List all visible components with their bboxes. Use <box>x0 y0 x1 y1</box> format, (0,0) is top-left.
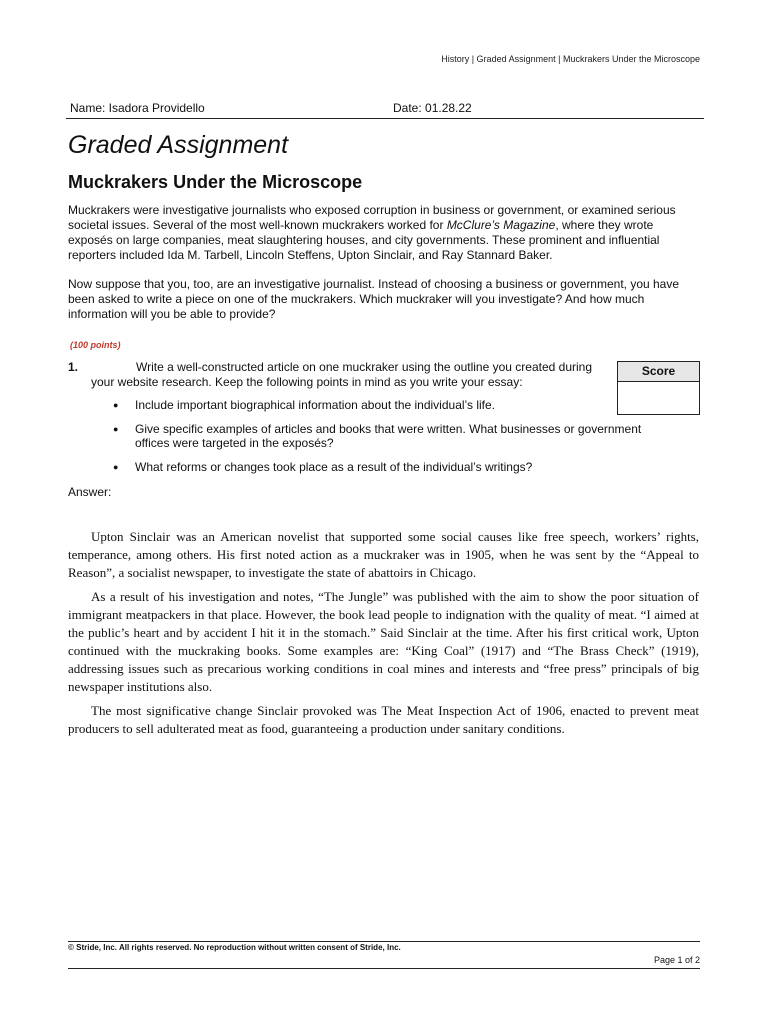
list-item-text: Give specific examples of articles and books that were written. What businesses or government offices were targeted in the exposés? <box>135 422 642 450</box>
score-label: Score <box>618 362 699 382</box>
bullet-icon: ● <box>113 400 119 410</box>
student-info-row <box>66 101 704 119</box>
list-item-text: Include important biographical information about the individual’s life. <box>135 398 495 412</box>
footer-divider <box>68 968 700 969</box>
bullet-icon: ● <box>113 462 119 472</box>
essay-answer <box>68 528 699 744</box>
assignment-date: Date: 01.28.22 <box>393 101 472 115</box>
essay-paragraph: Upton Sinclair was an American novelist that supported some social causes like free speech, workers’ rights, temperance, among others. His first noted action as a muckraker was in 1905, when he was sent by the “Appeal to Reason”, a socialist newspaper, to investigate the state of abattoirs in Chicago. <box>68 529 699 580</box>
student-name: Name: Isadora Providello <box>70 101 205 115</box>
list-item-text: What reforms or changes took place as a result of the individual’s writings? <box>135 460 533 474</box>
assignment-subtitle: Muckrakers Under the Microscope <box>68 172 363 192</box>
answer-label: Answer: <box>68 485 112 499</box>
question-text: Write a well-constructed article on one muckraker using the outline you created during your website research. Keep the following points in mind as you write your essay: <box>91 360 593 389</box>
page-title: Graded Assignment <box>68 131 289 159</box>
magazine-name: McClure’s Magazine <box>446 218 556 232</box>
intro-paragraph <box>68 203 693 263</box>
list-item <box>113 398 673 412</box>
footer-copyright: © Stride, Inc. All rights reserved. No reproduction without written consent of Stride, Inc. <box>68 941 700 952</box>
page-number: Page 1 of 2 <box>653 955 700 965</box>
essay-paragraph: The most significative change Sinclair provoked was The Meat Inspection Act of 1906, enacted to prevent meat producers to sell adulterated meat as food, guaranteeing a production under sanitary conditions. <box>68 703 699 736</box>
bullet-icon: ● <box>113 424 119 434</box>
essay-paragraph: As a result of his investigation and notes, “The Jungle” was published with the aim to show the poor situation of immigrant meatpackers in that place. However, the book lead people to indignation with the quality of meat. “I aimed at the public’s heart and by accident I hit it in the stomach.” Said Sinclair at the time. After his first critical work, Upton continued with the muckraking books. Some examples are: “King Coal” (1917) and “The Brass Check” (1919), addressing issues such as precarious working conditions in coal mines and interests and “free press” principals of big newspaper institutions also. <box>68 589 699 694</box>
page-header-breadcrumb: History | Graded Assignment | Muckrakers Under the Microscope <box>441 54 700 64</box>
intro-text-before: Muckrakers were investigative journalists who exposed corruption in business or government, or examined serious societal issues. Several of the most well-known muckrakers worked for <box>68 203 676 232</box>
question-number: 1. <box>68 360 79 374</box>
intro-text-after: , where they wrote exposés on large companies, meat slaughtering houses, and city governments. These prominent and influential reporters included Ida M. Tarbell, Lincoln Steffens, Upton Sinclair, and Ray Stannard Baker. <box>68 218 660 262</box>
list-item <box>113 460 673 474</box>
prompt-paragraph: Now suppose that you, too, are an investigative journalist. Instead of choosing a business or government, you have been asked to write a piece on one of the muckrakers. Which muckraker will you investigate? And how much information will you be able to provide? <box>68 277 680 321</box>
list-item <box>113 422 673 450</box>
points-label: (100 points) <box>70 340 121 350</box>
